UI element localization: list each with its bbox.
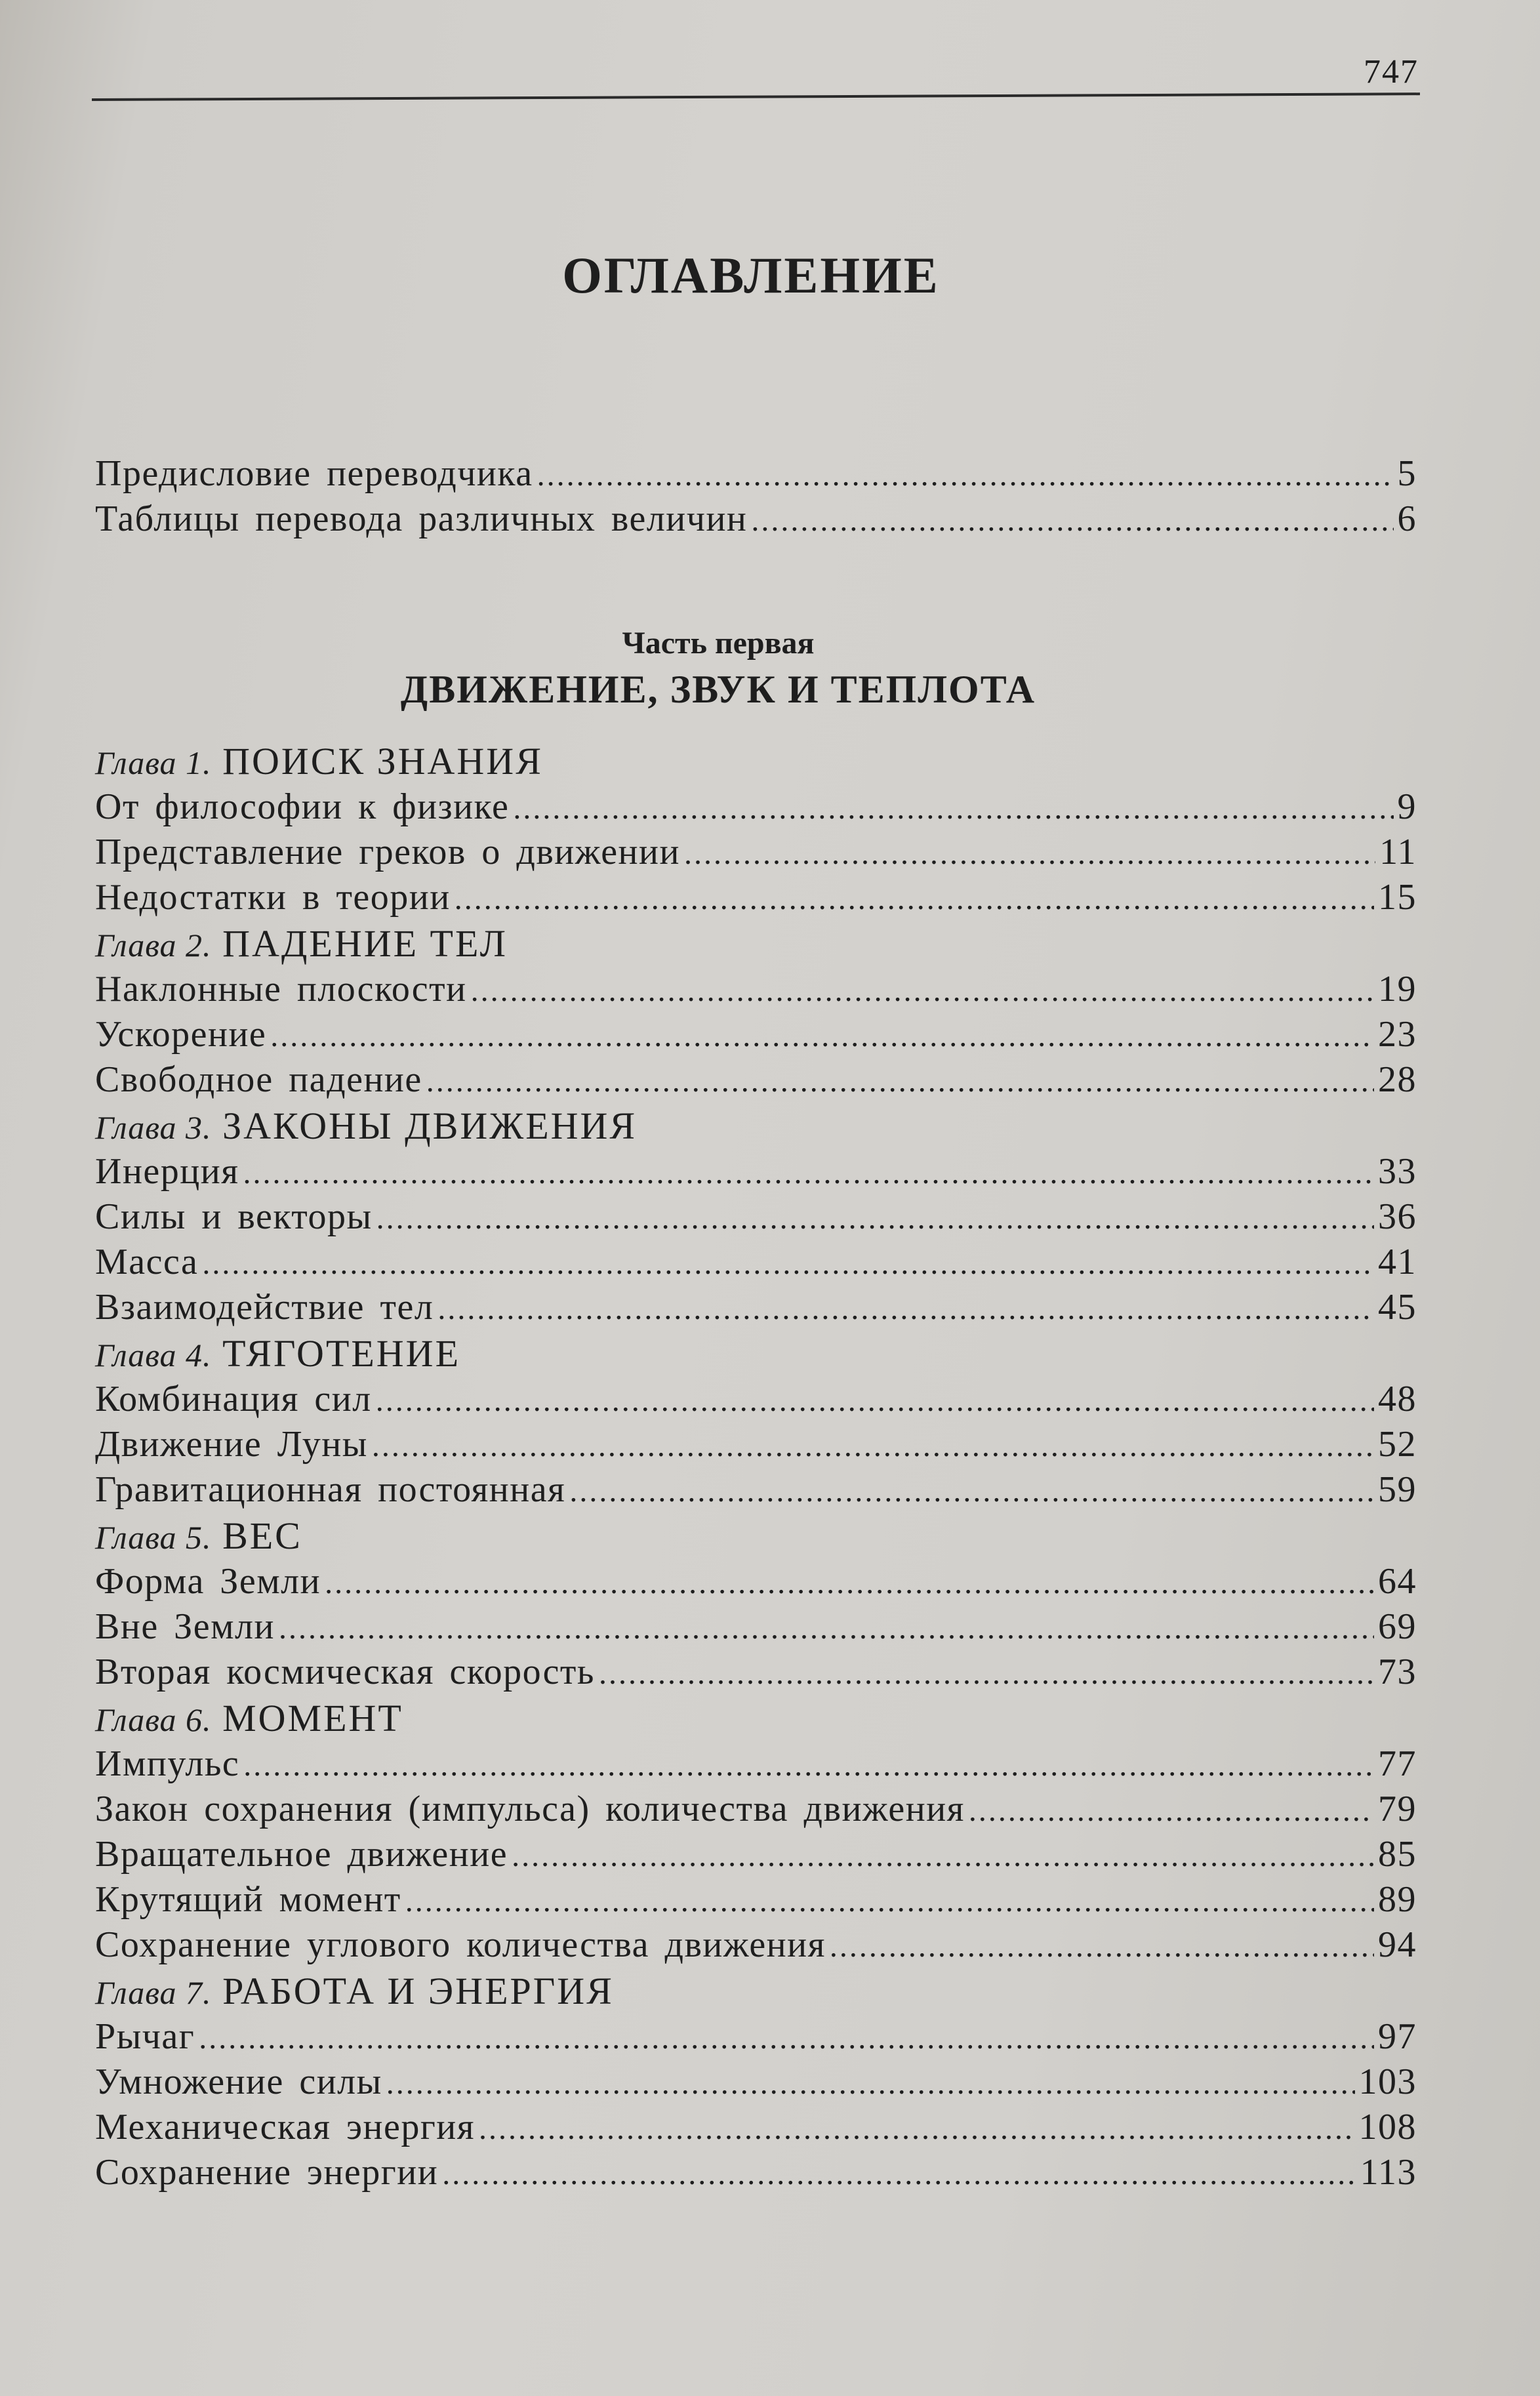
- dot-leader: [270, 1018, 1374, 1054]
- toc-entry-title: Таблицы перевода различных величин: [95, 498, 748, 539]
- toc-entry: [95, 1196, 1417, 1241]
- toc-entry: [95, 1606, 1417, 1651]
- toc-entry: [95, 2061, 1417, 2106]
- toc-entry-page: 73: [1378, 1652, 1417, 1692]
- dot-leader: [599, 1655, 1374, 1692]
- chapter-label: Глава 2.: [95, 927, 212, 964]
- toc-entry: [95, 831, 1417, 876]
- toc-entry-title: Движение Луны: [95, 1424, 368, 1465]
- toc-entry: [95, 1150, 1417, 1196]
- toc-entry-page: 59: [1378, 1469, 1417, 1510]
- toc-entry-page: 77: [1378, 1743, 1417, 1784]
- chapter-label: Глава 1.: [95, 744, 212, 781]
- chapter-label: Глава 5.: [95, 1519, 212, 1556]
- dot-leader: [479, 2111, 1354, 2147]
- toc-entry-title: Гравитационная постоянная: [95, 1469, 566, 1510]
- toc-entry: [95, 1469, 1417, 1514]
- chapter-heading: [95, 1331, 1417, 1378]
- toc-entry-page: 94: [1378, 1924, 1417, 1965]
- dot-leader: [325, 1565, 1374, 1601]
- toc-entry-page: 28: [1378, 1059, 1417, 1100]
- dot-leader: [376, 1200, 1374, 1236]
- toc-entry-page: 48: [1378, 1379, 1417, 1419]
- header-rule: [92, 92, 1420, 101]
- toc-entry-page: 23: [1378, 1014, 1417, 1055]
- dot-leader: [202, 1246, 1374, 1282]
- toc-entry-title: Импульс: [95, 1743, 240, 1784]
- toc-entry: [95, 968, 1417, 1013]
- toc-entry-page: 36: [1378, 1196, 1417, 1237]
- chapter-title: ПАДЕНИЕ ТЕЛ: [222, 922, 508, 965]
- toc-entry: [95, 1423, 1417, 1469]
- toc-entry-page: 108: [1358, 2107, 1417, 2147]
- toc-entry-page: 69: [1378, 1606, 1417, 1647]
- chapter-label: Глава 4.: [95, 1337, 212, 1373]
- dot-leader: [405, 1883, 1374, 1919]
- chapter-heading: [95, 922, 1417, 968]
- dot-leader: [830, 1928, 1374, 1964]
- dot-leader: [442, 2156, 1356, 2192]
- dot-leader: [376, 1383, 1374, 1419]
- chapter-title: ТЯГОТЕНИЕ: [222, 1332, 460, 1375]
- toc-entry-title: Умножение силы: [95, 2061, 382, 2102]
- toc-entry: [95, 1833, 1417, 1878]
- dot-leader: [512, 1838, 1374, 1874]
- toc-entry: [95, 786, 1417, 831]
- dot-leader: [513, 790, 1393, 826]
- chapter-title: ЗАКОНЫ ДВИЖЕНИЯ: [222, 1105, 638, 1147]
- toc-entry-page: 89: [1378, 1879, 1417, 1920]
- toc-entry-title: Масса: [95, 1242, 199, 1282]
- toc-entry-title: Комбинация сил: [95, 1379, 372, 1419]
- chapter-list: [95, 739, 1417, 2197]
- dot-leader: [426, 1063, 1374, 1099]
- toc-entry-title: От философии к физике: [95, 786, 510, 827]
- toc-entry: [95, 1241, 1417, 1286]
- toc-entry-page: 41: [1378, 1242, 1417, 1282]
- dot-leader: [969, 1793, 1374, 1829]
- toc-entry-title: Вне Земли: [95, 1606, 275, 1647]
- chapter-heading: [95, 739, 1417, 786]
- dot-leader: [279, 1610, 1374, 1646]
- toc-entry-title: Форма Земли: [95, 1561, 321, 1602]
- dot-leader: [471, 973, 1374, 1009]
- toc-entry-title: Вращательное движение: [95, 1834, 508, 1875]
- toc-entry: [95, 876, 1417, 922]
- toc-entry: [95, 1560, 1417, 1606]
- toc-entry-title: Закон сохранения (импульса) количества движения: [95, 1789, 965, 1829]
- toc-entry-page: 64: [1378, 1561, 1417, 1602]
- toc-entry-title: Недостатки в теории: [95, 877, 451, 918]
- chapter-heading: [95, 1969, 1417, 2016]
- dot-leader: [243, 1747, 1374, 1783]
- part-label: Часть первая: [622, 626, 815, 660]
- toc-entry: [95, 1013, 1417, 1059]
- chapter-label: Глава 3.: [95, 1109, 212, 1146]
- toc-entry-page: 5: [1397, 453, 1417, 494]
- toc-entry-page: 45: [1378, 1287, 1417, 1328]
- toc-entry-title: Вторая космическая скорость: [95, 1652, 595, 1692]
- chapter-label: Глава 6.: [95, 1701, 212, 1738]
- dot-leader: [386, 2065, 1355, 2102]
- toc-entry-title: Сохранение углового количества движения: [95, 1924, 826, 1965]
- dot-leader: [372, 1428, 1374, 1464]
- dot-leader: [199, 2020, 1374, 2056]
- dot-leader: [751, 502, 1393, 538]
- toc-entry-page: 79: [1378, 1789, 1417, 1829]
- front-matter: [95, 453, 1417, 543]
- toc-entry-title: Инерция: [95, 1151, 239, 1192]
- toc-entry-title: Наклонные плоскости: [95, 969, 467, 1009]
- toc-entry: [95, 1924, 1417, 1969]
- toc-entry-page: 113: [1360, 2152, 1417, 2193]
- chapter-heading: [95, 1514, 1417, 1560]
- dot-leader: [684, 836, 1375, 872]
- toc-entry-title: Предисловие переводчика: [95, 453, 533, 494]
- toc-entry-title: Свободное падение: [95, 1059, 422, 1100]
- toc-entry: [95, 1743, 1417, 1788]
- toc-entry-page: 85: [1378, 1834, 1417, 1875]
- spacer: [95, 543, 1417, 625]
- page-number: 747: [1364, 53, 1419, 91]
- table-of-contents: [95, 453, 1417, 2197]
- toc-entry-title: Взаимодействие тел: [95, 1287, 434, 1328]
- toc-entry-title: Ускорение: [95, 1014, 267, 1055]
- toc-entry-page: 6: [1397, 498, 1417, 539]
- toc-entry: [95, 1878, 1417, 1924]
- toc-entry-page: 33: [1378, 1151, 1417, 1192]
- chapter-label: Глава 7.: [95, 1974, 212, 2011]
- dot-leader: [437, 1291, 1374, 1327]
- chapter-title: РАБОТА И ЭНЕРГИЯ: [222, 1970, 614, 2012]
- toc-entry-page: 15: [1378, 877, 1417, 918]
- toc-entry-page: 11: [1379, 832, 1417, 872]
- toc-entry-title: Силы и векторы: [95, 1196, 373, 1237]
- toc-entry-title: Представление греков о движении: [95, 832, 680, 872]
- dot-leader: [537, 457, 1394, 493]
- chapter-title: МОМЕНТ: [222, 1697, 403, 1739]
- chapter-title: ВЕС: [222, 1514, 302, 1557]
- toc-entry-page: 97: [1378, 2016, 1417, 2057]
- toc-entry-title: Сохранение энергии: [95, 2152, 439, 2193]
- toc-entry-title: Крутящий момент: [95, 1879, 401, 1920]
- toc-entry: [95, 2151, 1417, 2197]
- toc-entry: [95, 1378, 1417, 1423]
- toc-entry: [95, 2106, 1417, 2151]
- toc-entry-title: Рычаг: [95, 2016, 195, 2057]
- toc-entry: [95, 498, 1417, 543]
- dot-leader: [243, 1155, 1374, 1191]
- toc-entry-page: 52: [1378, 1424, 1417, 1465]
- toc-entry: [95, 1651, 1417, 1696]
- chapter-heading: [95, 1696, 1417, 1743]
- toc-entry-page: 103: [1358, 2061, 1417, 2102]
- toc-entry: [95, 2016, 1417, 2061]
- toc-entry-page: 9: [1397, 786, 1417, 827]
- toc-entry: [95, 1286, 1417, 1331]
- toc-entry-title: Механическая энергия: [95, 2107, 476, 2147]
- toc-entry: [95, 1788, 1417, 1833]
- toc-entry: [95, 453, 1417, 498]
- chapter-title: ПОИСК ЗНАНИЯ: [222, 740, 543, 782]
- dot-leader: [455, 881, 1374, 917]
- chapter-heading: [95, 1104, 1417, 1150]
- toc-entry: [95, 1059, 1417, 1104]
- dot-leader: [569, 1473, 1374, 1509]
- toc-entry-page: 19: [1378, 969, 1417, 1009]
- contents-title: ОГЛАВЛЕНИЕ: [562, 247, 940, 304]
- part-title: ДВИЖЕНИЕ, ЗВУК И ТЕПЛОТА: [400, 668, 1036, 711]
